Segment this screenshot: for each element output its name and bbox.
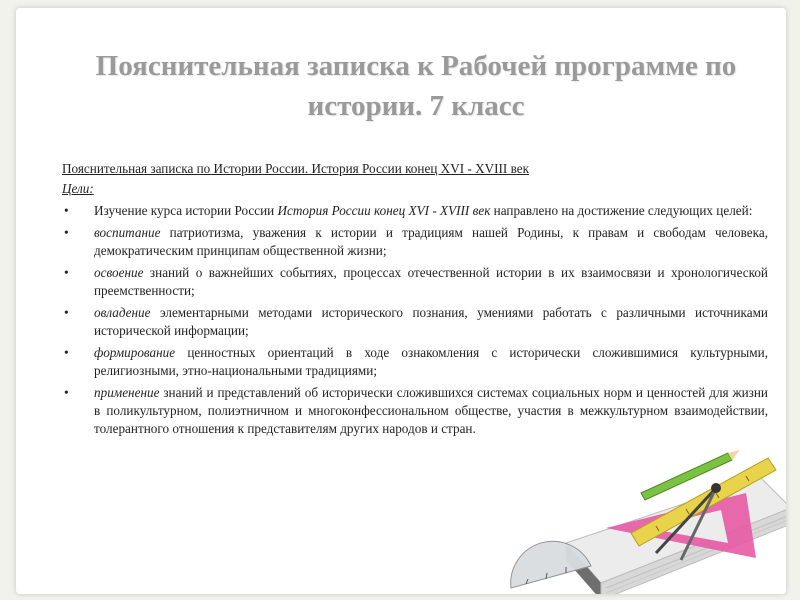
item-text: элементарными методами исторического познания, умениями работать с различными источниками исторической информации; — [94, 305, 768, 338]
item-text: ценностных ориентаций в ходе ознакомления с исторически сложившимися культурными, религиозными, этно-национальными традициями; — [94, 345, 768, 378]
bullet: • — [64, 385, 69, 400]
item-text: патриотизма, уважения к истории и традициям нашей Родины, к правам и свободам человека, демократическим принципам общественной жизни; — [94, 225, 768, 258]
book-illustration — [506, 448, 786, 594]
bullet: • — [64, 345, 69, 360]
item-pre: Изучение курса истории России — [94, 203, 278, 218]
item-text: направлено на достижение следующих целей: — [490, 203, 753, 218]
item-keyword: формирование — [94, 345, 176, 360]
slide-title — [46, 46, 786, 126]
list-item — [62, 384, 768, 438]
list-item — [62, 264, 768, 300]
goals-list — [62, 202, 768, 438]
slide-card — [16, 8, 786, 594]
list-item — [62, 224, 768, 260]
slide-title-line2: истории. 7 класс — [307, 90, 525, 122]
bullet: • — [64, 305, 69, 320]
slide-title-line1: Пояснительная записка к Рабочей программе по — [95, 50, 737, 82]
bullet: • — [64, 225, 69, 240]
list-item — [62, 344, 768, 380]
item-text: знаний о важнейших событиях, процессах отечественной истории в их взаимосвязи и хронологической преемственности; — [94, 265, 768, 298]
bullet: • — [64, 265, 69, 280]
item-keyword: применение — [94, 385, 160, 400]
item-keyword: воспитание — [94, 225, 161, 240]
slide-content — [62, 160, 768, 442]
goals-label: Цели: — [62, 181, 94, 196]
bullet: • — [64, 203, 69, 218]
item-keyword: овладение — [94, 305, 151, 320]
slide-subtitle: Пояснительная записка по Истории России. История России конец XVI - XVIII век — [62, 161, 530, 176]
item-keyword: освоение — [94, 265, 144, 280]
list-item — [62, 202, 768, 220]
list-item — [62, 304, 768, 340]
item-text: знаний и представлений об исторически сложившихся системах социальных норм и ценностей для жизни в поликультурном, полиэтничном и многоконфессиональном обществе, участия в межкультурном взаимодействии, толерантного отношения к представителям других народов и стран. — [94, 385, 768, 436]
item-keyword: История России конец XVI - XVIII век — [277, 203, 491, 218]
